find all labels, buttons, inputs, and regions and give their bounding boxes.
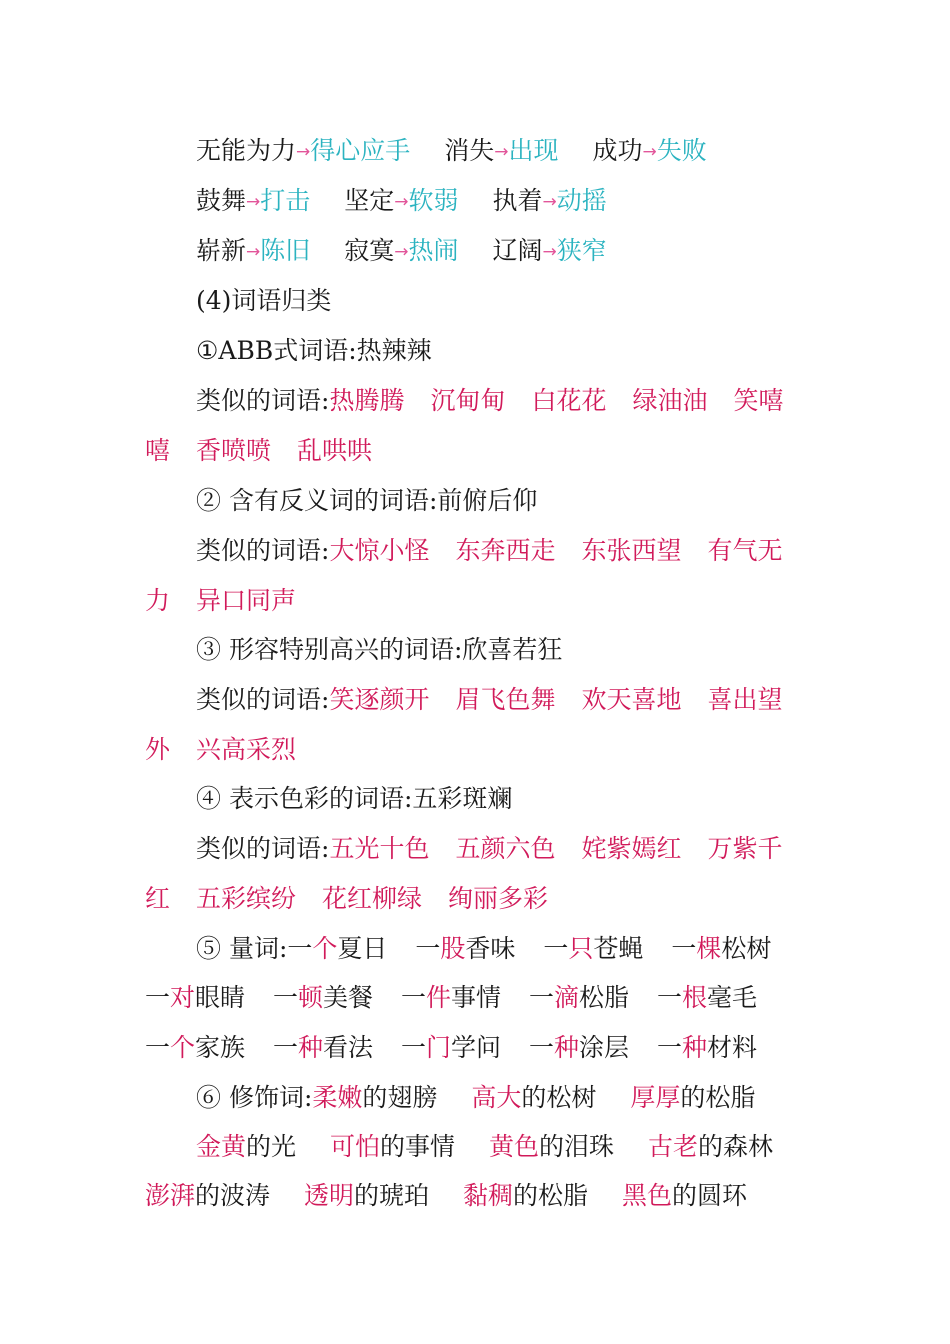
modifier-line [196,1130,806,1164]
measure-word: 顿 [298,983,324,1012]
category-title: ③ 形容特别高兴的词语:欣喜若狂 [196,635,563,664]
measure-word: 种 [298,1033,324,1062]
answer-word: 眉飞色舞 [455,685,556,714]
modifier-word: 黄色 [488,1132,539,1161]
modifier-word: 透明 [303,1181,354,1210]
category-title: ④ 表示色彩的词语:五彩斑斓 [196,784,513,813]
antonym-answer: 动摇 [556,186,607,215]
noun: 夏日 [337,934,388,963]
answer-word: 沉甸甸 [430,386,506,415]
answer-word: 五光十色 [329,834,430,863]
similar-words-line [196,683,806,717]
arrow-icon: → [494,142,509,162]
word: 辽阔 [492,236,543,265]
noun-phrase: 的泪珠 [538,1132,614,1161]
answer-word: 五彩缤纷 [196,884,297,913]
numeral: 一 [273,983,299,1012]
arrow-icon: → [246,242,261,262]
numeral: 一 [529,983,555,1012]
antonym-row [196,184,806,218]
noun: 美餐 [323,983,374,1012]
arrow-icon: → [296,142,311,162]
antonym-row [196,134,806,168]
arrow-icon: → [394,242,409,262]
numeral: 一 [415,934,441,963]
noun: 看法 [323,1033,374,1062]
answer-word: 姹紫嫣红 [581,834,682,863]
antonym-answer: 软弱 [408,186,459,215]
noun-phrase: 的琥珀 [354,1181,430,1210]
answer-word: 红 [145,884,171,913]
noun-phrase: 的光 [246,1132,297,1161]
modifier-word: 古老 [647,1132,698,1161]
noun: 材料 [707,1033,758,1062]
arrow-icon: → [542,192,557,212]
numeral: 一 [657,983,683,1012]
answer-word: 白花花 [531,386,607,415]
modifier-line [196,1081,806,1115]
numeral: 一 [145,983,171,1012]
numeral: 一 [543,934,569,963]
noun-phrase: 的松脂 [680,1083,756,1112]
similar-words-line [145,882,805,916]
noun-phrase: 的波涛 [195,1181,271,1210]
noun: 涂层 [579,1033,630,1062]
arrow-icon: → [642,142,657,162]
answer-word: 力 [145,586,171,615]
noun: 松脂 [579,983,630,1012]
antonym-answer: 失败 [656,136,707,165]
similar-words-line [145,584,805,618]
measure-word: 种 [554,1033,580,1062]
word: 坚定 [344,186,395,215]
answer-word: 嘻 [145,436,171,465]
category-title: ①ABB式词语:热辣辣 [196,336,432,365]
numeral: 一 [273,1033,299,1062]
noun: 事情 [451,983,502,1012]
measure-word: 个 [170,1033,196,1062]
answer-word: 花红柳绿 [322,884,423,913]
measure-word: 门 [426,1033,452,1062]
noun-phrase: 的森林 [697,1132,773,1161]
word: 崭新 [196,236,247,265]
measure-word: 滴 [554,983,580,1012]
answer-word: 异口同声 [196,586,297,615]
word: 寂寞 [344,236,395,265]
numeral: 一 [287,934,313,963]
answer-word: 兴高采烈 [196,735,297,764]
noun: 毫毛 [707,983,758,1012]
modifier-word: 柔嫩 [312,1083,363,1112]
answer-word: 香喷喷 [196,436,272,465]
section-title: (4)词语归类 [196,286,332,315]
modifier-word: 澎湃 [145,1181,196,1210]
category-label: ⑥ 修饰词: [196,1083,313,1112]
noun-phrase: 的翅膀 [362,1083,438,1112]
numeral: 一 [401,1033,427,1062]
answer-word: 五颜六色 [455,834,556,863]
modifier-word: 黏稠 [462,1181,513,1210]
measure-word: 只 [568,934,594,963]
measure-word: 对 [170,983,196,1012]
noun: 松树 [721,934,772,963]
measure-word: 根 [682,983,708,1012]
measure-word: 种 [682,1033,708,1062]
answer-word: 东张西望 [581,536,682,565]
modifier-word: 高大 [471,1083,522,1112]
noun-phrase: 的松脂 [512,1181,588,1210]
numeral: 一 [145,1033,171,1062]
similar-prefix: 类似的词语: [196,386,330,415]
answer-word: 外 [145,735,171,764]
numeral: 一 [671,934,697,963]
arrow-icon: → [246,192,261,212]
answer-word: 万紫千 [707,834,783,863]
antonym-answer: 狭窄 [556,236,607,265]
answer-word: 笑逐颜开 [329,685,430,714]
word: 执着 [492,186,543,215]
similar-words-line [145,733,805,767]
answer-word: 大惊小怪 [329,536,430,565]
arrow-icon: → [542,242,557,262]
noun-phrase: 的事情 [380,1132,456,1161]
modifier-word: 金黄 [196,1132,247,1161]
answer-word: 有气无 [707,536,783,565]
answer-word: 东奔西走 [455,536,556,565]
answer-word: 笑嘻 [733,386,784,415]
similar-prefix: 类似的词语: [196,834,330,863]
numeral: 一 [529,1033,555,1062]
modifier-word: 厚厚 [630,1083,681,1112]
answer-word: 绚丽多彩 [448,884,549,913]
antonym-answer: 陈旧 [260,236,311,265]
antonym-answer: 热闹 [408,236,459,265]
measure-word: 股 [440,934,466,963]
modifier-word: 黑色 [621,1181,672,1210]
answer-word: 乱哄哄 [297,436,373,465]
antonym-answer: 得心应手 [310,136,411,165]
noun: 香味 [465,934,516,963]
modifier-word: 可怕 [329,1132,380,1161]
answer-word: 绿油油 [632,386,708,415]
category-title: ② 含有反义词的词语:前俯后仰 [196,486,538,515]
similar-words-line [196,534,806,568]
answer-word: 热腾腾 [329,386,405,415]
word: 无能为力 [196,136,297,165]
answer-word: 欢天喜地 [581,685,682,714]
word: 成功 [592,136,643,165]
antonym-answer: 打击 [260,186,311,215]
measure-word-line [196,932,806,966]
measure-word-line [145,1031,805,1065]
numeral: 一 [401,983,427,1012]
category-label: ⑤ 量词: [196,934,288,963]
measure-word-line [145,981,805,1015]
modifier-line [145,1179,805,1213]
similar-words-line [196,832,806,866]
measure-word: 件 [426,983,452,1012]
noun-phrase: 的松树 [521,1083,597,1112]
numeral: 一 [657,1033,683,1062]
noun: 学问 [451,1033,502,1062]
word: 消失 [444,136,495,165]
noun: 眼睛 [195,983,246,1012]
similar-words-line [196,384,806,418]
similar-prefix: 类似的词语: [196,685,330,714]
answer-word: 喜出望 [707,685,783,714]
similar-words-line [145,434,805,468]
antonym-row [196,234,806,268]
similar-prefix: 类似的词语: [196,536,330,565]
noun-phrase: 的圆环 [671,1181,747,1210]
antonym-answer: 出现 [508,136,559,165]
measure-word: 棵 [696,934,722,963]
arrow-icon: → [394,192,409,212]
noun: 家族 [195,1033,246,1062]
noun: 苍蝇 [593,934,644,963]
measure-word: 个 [312,934,338,963]
word: 鼓舞 [196,186,247,215]
